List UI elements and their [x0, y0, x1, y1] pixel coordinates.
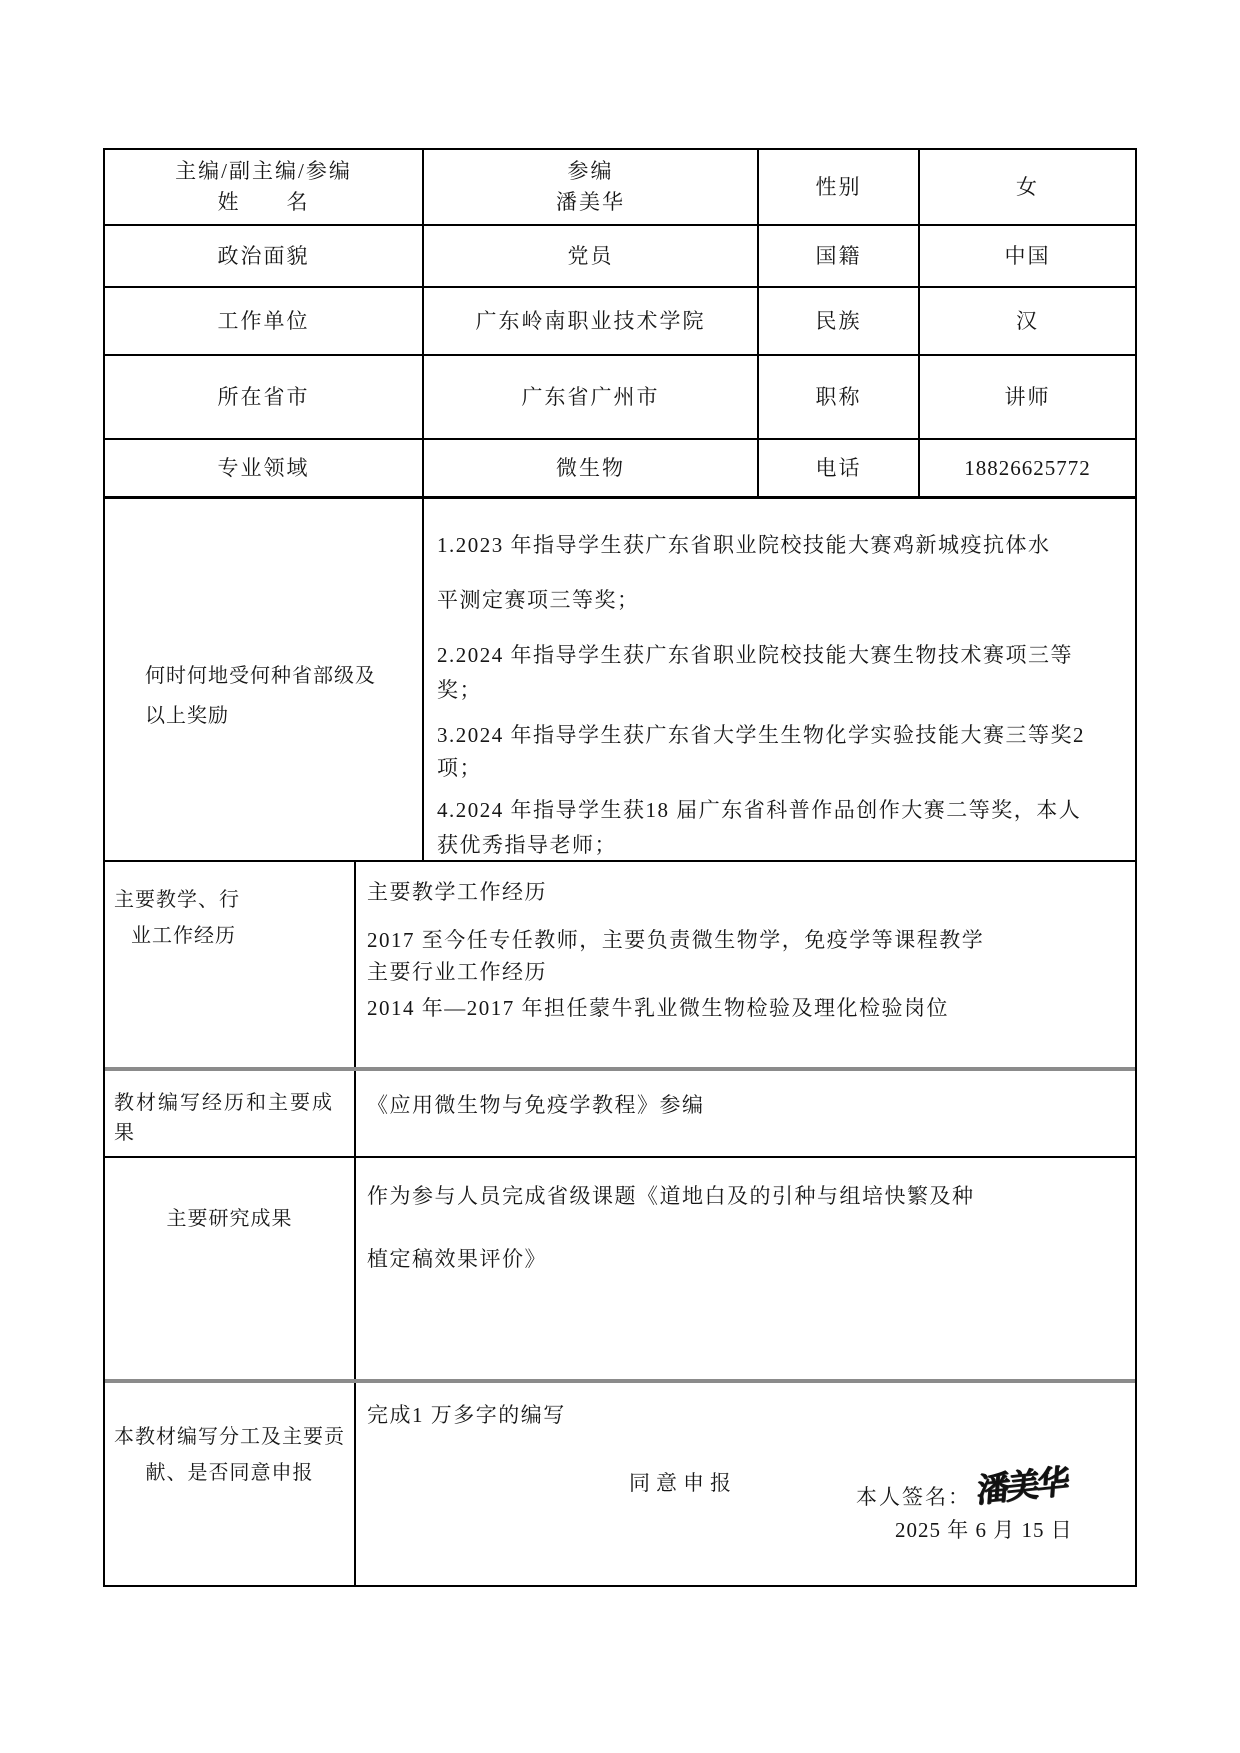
experience-row [105, 862, 1135, 1071]
field-ethnicity [759, 288, 920, 354]
field-label: 主编/副主编/参编 [175, 159, 352, 183]
field-value: 参编 [567, 159, 614, 183]
value-work-unit [424, 288, 759, 354]
contribution-work-line: 完成1 万多字的编写 [367, 1403, 566, 1427]
signature-date: 2025 年 6 月 15 日 [895, 1518, 1073, 1542]
awards-row [105, 499, 1135, 862]
value-textbook-experience [356, 1071, 1135, 1156]
field-label: 电话 [815, 455, 862, 480]
field-label: 业工作经历 [131, 925, 236, 947]
field-specialty [105, 440, 424, 496]
field-label: 职称 [815, 384, 862, 409]
table-row [105, 150, 1135, 226]
field-label: 工作单位 [217, 308, 310, 333]
textbook-row [105, 1071, 1135, 1158]
value-province-city [424, 356, 759, 438]
award-item-line: 2.2024 年指导学生获广东省职业院校技能大赛生物技术赛项三等 [437, 643, 1073, 667]
value-ethnicity [920, 288, 1135, 354]
handwritten-signature: 潘美华 [975, 1464, 1068, 1510]
field-value: 汉 [1016, 308, 1039, 333]
table-row [105, 288, 1135, 356]
field-research [105, 1158, 356, 1379]
field-nationality [759, 226, 920, 286]
research-row [105, 1158, 1135, 1383]
award-item-line: 奖； [437, 678, 482, 702]
value-editor-role-name [424, 150, 759, 224]
table-row [105, 440, 1135, 499]
field-value: 讲师 [1004, 384, 1051, 409]
field-value: 微生物 [556, 455, 625, 480]
experience-line: 2017 至今任专任教师，主要负责微生物学，免疫学等课程教学 [367, 928, 985, 952]
award-item-line: 1.2023 年指导学生获广东省职业院校技能大赛鸡新城疫抗体水 [437, 533, 1051, 557]
signature-line [856, 1464, 1068, 1514]
experience-line: 主要行业工作经历 [367, 960, 547, 984]
field-experience [105, 862, 356, 1067]
field-label: 本教材编写分工及主要贡 [114, 1426, 345, 1448]
table-row [105, 226, 1135, 288]
field-label: 所在省市 [217, 384, 310, 409]
table-row [105, 356, 1135, 440]
agree-statement: 同意申报 [629, 1471, 737, 1495]
award-item-line: 平测定赛项三等奖； [437, 588, 640, 612]
field-label: 性别 [815, 174, 862, 199]
value-awards [424, 499, 1135, 860]
value-experience [356, 862, 1135, 1067]
field-label: 政治面貌 [217, 243, 310, 268]
field-gender [759, 150, 920, 224]
field-textbook-experience [105, 1071, 356, 1156]
field-value: 广东岭南职业技术学院 [475, 308, 706, 333]
applicant-info-table [103, 148, 1137, 1587]
field-value: 广东省广州市 [521, 384, 660, 409]
field-value: 18826625772 [964, 455, 1091, 480]
field-phone [759, 440, 920, 496]
field-value: 潘美华 [556, 190, 625, 214]
award-item-line: 3.2024 年指导学生获广东省大学生生物化学实验技能大赛三等奖2 [437, 723, 1085, 747]
field-contribution [105, 1383, 356, 1585]
value-contribution [356, 1383, 1135, 1585]
field-label: 姓 名 [217, 190, 310, 214]
value-specialty [424, 440, 759, 496]
field-editor-role-name [105, 150, 424, 224]
field-label: 果 [114, 1122, 136, 1144]
field-value: 女 [1016, 174, 1039, 199]
field-awards [105, 499, 424, 860]
field-value: 党员 [567, 243, 614, 268]
textbook-value-line: 《应用微生物与免疫学教程》参编 [367, 1093, 705, 1117]
field-label: 献、是否同意申报 [145, 1462, 314, 1484]
field-work-unit [105, 288, 424, 354]
field-value: 中国 [1004, 243, 1051, 268]
value-nationality [920, 226, 1135, 286]
field-title [759, 356, 920, 438]
value-title [920, 356, 1135, 438]
award-item-line: 获优秀指导老师； [437, 833, 617, 857]
value-phone [920, 440, 1135, 496]
value-research [356, 1158, 1135, 1379]
field-province-city [105, 356, 424, 438]
field-label: 教材编写经历和主要成 [114, 1092, 334, 1114]
field-label: 何时何地受何种省部级及 [145, 665, 376, 687]
research-line: 植定稿效果评价》 [367, 1247, 547, 1271]
field-label: 主要教学、行 [114, 889, 240, 911]
value-political-status [424, 226, 759, 286]
field-label: 民族 [815, 308, 862, 333]
field-label: 国籍 [815, 243, 862, 268]
experience-line: 2014 年—2017 年担任蒙牛乳业微生物检验及理化检验岗位 [367, 996, 949, 1020]
award-item-line: 项； [437, 756, 482, 780]
experience-line: 主要教学工作经历 [367, 880, 547, 904]
contribution-row [105, 1383, 1135, 1585]
field-political-status [105, 226, 424, 286]
field-label: 主要研究成果 [166, 1208, 293, 1230]
signature-label: 本人签名： [856, 1485, 971, 1509]
award-item-line: 4.2024 年指导学生获18 届广东省科普作品创作大赛二等奖，本人 [437, 798, 1082, 822]
value-gender [920, 150, 1135, 224]
research-line: 作为参与人员完成省级课题《道地白及的引种与组培快繁及种 [367, 1184, 975, 1208]
field-label: 专业领域 [217, 455, 310, 480]
field-label: 以上奖励 [145, 705, 229, 727]
